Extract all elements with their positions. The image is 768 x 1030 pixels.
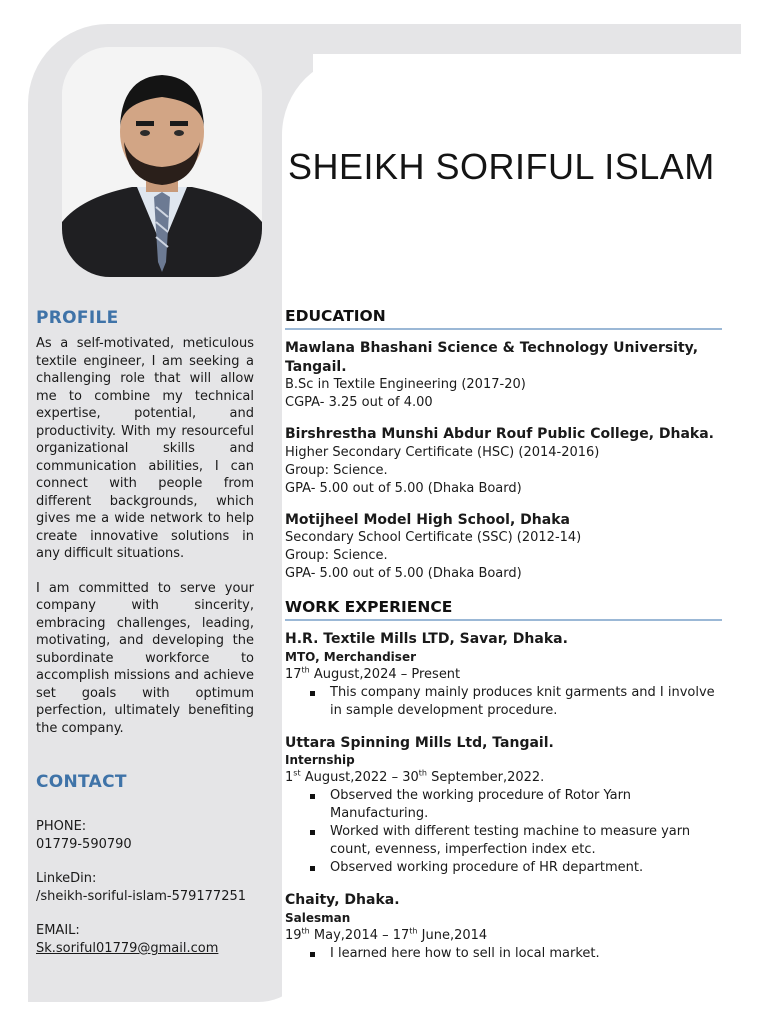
work-dates bbox=[285, 666, 722, 684]
email-link[interactable]: Sk.soriful01779@gmail.com bbox=[36, 941, 219, 956]
profile-photo bbox=[62, 47, 262, 277]
work-company: Uttara Spinning Mills Ltd, Tangail. bbox=[285, 734, 554, 751]
date-part: 17 bbox=[285, 666, 302, 682]
bullet-icon bbox=[310, 952, 315, 957]
work-role: Internship bbox=[285, 753, 355, 767]
education-entry bbox=[285, 339, 722, 412]
education-section bbox=[285, 307, 722, 583]
list-item bbox=[285, 787, 722, 823]
education-detail: B.Sc in Textile Engineering (2017-20) bbox=[285, 377, 526, 392]
date-part: May,2014 – 17 bbox=[309, 927, 410, 943]
bullet-text: Worked with different testing machine to measure yarn count, evenness, imperfection index etc. bbox=[330, 824, 691, 857]
list-item bbox=[285, 823, 722, 859]
date-suffix: th bbox=[301, 665, 310, 675]
bullet-text: I learned here how to sell in local market. bbox=[330, 945, 600, 961]
date-part: 1 bbox=[285, 770, 294, 785]
work-bullets bbox=[285, 787, 722, 877]
date-part: August,2022 – 30 bbox=[300, 770, 419, 785]
education-heading: EDUCATION bbox=[285, 307, 722, 330]
work-company: H.R. Textile Mills LTD, Savar, Dhaka. bbox=[285, 631, 568, 647]
date-suffix: th bbox=[409, 926, 418, 936]
date-suffix: th bbox=[418, 768, 427, 778]
page-title: SHEIKH SORIFUL ISLAM bbox=[288, 146, 715, 187]
work-entry bbox=[285, 734, 722, 878]
phone-value: 01779-590790 bbox=[36, 837, 132, 852]
work-section bbox=[285, 598, 722, 963]
list-item bbox=[285, 945, 722, 963]
date-part: June,2014 bbox=[417, 927, 488, 943]
profile-paragraph-2: I am committed to serve your company with sincerity, embracing challenges, leading, motivating, and developing the subordinate workforce to accomplish missions and achieve set goals with optimum perfection, ultimately benefiting the company. bbox=[36, 580, 254, 736]
education-detail: Higher Secondary Certificate (HSC) (2014-2016) bbox=[285, 444, 600, 460]
email-label: EMAIL: bbox=[36, 923, 80, 938]
work-dates bbox=[285, 927, 722, 945]
linkedin-value: /sheikh-soriful-islam-579177251 bbox=[36, 889, 247, 904]
education-detail: GPA- 5.00 out of 5.00 (Dhaka Board) bbox=[285, 566, 522, 581]
education-entry bbox=[285, 425, 722, 498]
phone-label: PHONE: bbox=[36, 819, 87, 834]
bullet-icon bbox=[310, 794, 315, 799]
list-item bbox=[285, 859, 722, 877]
education-entry bbox=[285, 511, 722, 584]
work-bullets bbox=[285, 684, 722, 720]
education-detail: GPA- 5.00 out of 5.00 (Dhaka Board) bbox=[285, 480, 522, 496]
header-band bbox=[260, 24, 741, 54]
linkedin-label: LinkeDin: bbox=[36, 871, 97, 886]
work-dates bbox=[285, 769, 722, 787]
date-suffix: th bbox=[301, 926, 310, 936]
date-part: September,2022. bbox=[426, 770, 545, 785]
education-detail: Group: Science. bbox=[285, 462, 388, 478]
profile-section bbox=[36, 335, 254, 737]
bullet-icon bbox=[310, 691, 315, 696]
education-detail: Secondary School Certificate (SSC) (2012-14) bbox=[285, 530, 582, 545]
work-entry bbox=[285, 630, 722, 720]
work-bullets bbox=[285, 945, 722, 963]
work-heading: WORK EXPERIENCE bbox=[285, 598, 722, 621]
bullet-text: This company mainly produces knit garments and I involve in sample development procedure. bbox=[330, 684, 715, 718]
date-suffix: st bbox=[293, 768, 301, 778]
contact-section bbox=[36, 818, 246, 958]
work-role: Salesman bbox=[285, 910, 351, 925]
education-detail: Group: Science. bbox=[285, 548, 388, 563]
education-institution: Motijheel Model High School, Dhaka bbox=[285, 511, 570, 528]
profile-paragraph-1: As a self-motivated, meticulous textile engineer, I am seeking a challenging role that will allow me to combine my technical expertise, potential, and productivity. With my resourceful organizational skills and communication abilities, I can connect with people from different backgrounds, which gives me a wide network to help create innovative solutions in any difficult situations. bbox=[36, 336, 254, 561]
work-entry bbox=[285, 891, 722, 963]
bullet-text: Observed the working procedure of Rotor Yarn Manufacturing. bbox=[330, 788, 631, 821]
profile-heading: PROFILE bbox=[36, 308, 119, 328]
list-item bbox=[285, 684, 722, 720]
bullet-text: Observed working procedure of HR department. bbox=[330, 860, 644, 875]
date-part: August,2024 – Present bbox=[309, 666, 461, 682]
education-detail: CGPA- 3.25 out of 4.00 bbox=[285, 395, 433, 410]
bullet-icon bbox=[310, 866, 315, 871]
date-part: 19 bbox=[285, 927, 302, 943]
work-role: MTO, Merchandiser bbox=[285, 649, 416, 664]
bullet-icon bbox=[310, 830, 315, 835]
education-institution: Birshrestha Munshi Abdur Rouf Public College, Dhaka. bbox=[285, 426, 715, 442]
education-institution: Mawlana Bhashani Science & Technology University, Tangail. bbox=[285, 340, 699, 375]
work-company: Chaity, Dhaka. bbox=[285, 892, 400, 908]
contact-heading: CONTACT bbox=[36, 772, 127, 792]
